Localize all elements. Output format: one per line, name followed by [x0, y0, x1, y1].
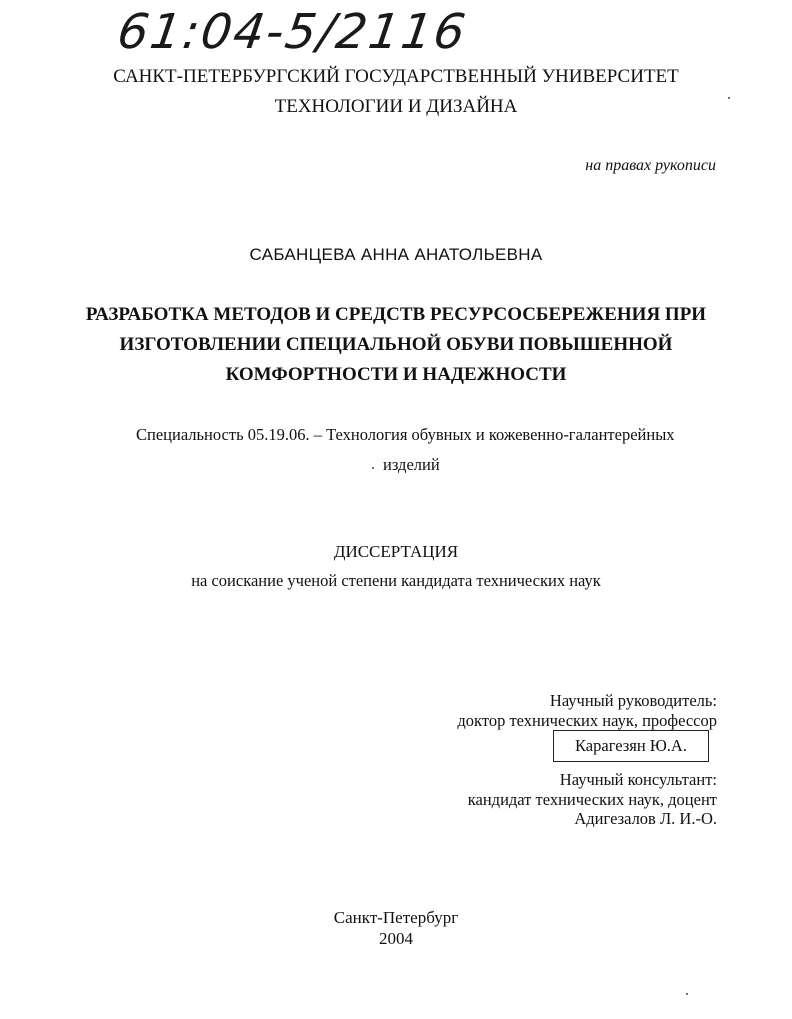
supervisor-name-box: Карагезян Ю.А.: [553, 730, 709, 762]
consultant-credentials: кандидат технических наук, доцент: [467, 790, 717, 809]
consultant-name: Адигезалов Л. И.-О.: [574, 809, 717, 828]
scan-speck: [686, 993, 688, 995]
title-line3: КОМФОРТНОСТИ И НАДЕЖНОСТИ: [225, 364, 567, 385]
title-line1: РАЗРАБОТКА МЕТОДОВ И СРЕДСТВ РЕСУРСОСБЕРЕЖЕНИЯ ПРИ: [85, 304, 707, 325]
document-type: ДИССЕРТАЦИЯ: [333, 542, 459, 561]
specialty-line1: Специальность 05.19.06. – Технология обувных и кожевенно-галантерейных: [136, 425, 675, 444]
university-name-line1: САНКТ-ПЕТЕРБУРГСКИЙ ГОСУДАРСТВЕННЫЙ УНИВЕРСИТЕТ: [113, 66, 679, 87]
scan-speck: [372, 467, 374, 469]
dissertation-title: [0, 300, 792, 390]
title-line2: ИЗГОТОВЛЕНИИ СПЕЦИАЛЬНОЙ ОБУВИ ПОВЫШЕННОЙ: [119, 334, 673, 355]
handwritten-catalog-code: 61:04-5/2116: [114, 4, 471, 60]
consultant-role: Научный консультант:: [559, 770, 717, 789]
year: 2004: [379, 929, 413, 948]
university-name-line2: ТЕХНОЛОГИИ И ДИЗАЙНА: [274, 96, 518, 117]
supervisor-credentials: доктор технических наук, профессор: [457, 711, 717, 730]
manuscript-note: на правах рукописи: [585, 157, 716, 174]
scan-speck: [728, 97, 730, 99]
degree-line: на соискание ученой степени кандидата технических наук: [191, 571, 601, 590]
city: Санкт-Петербург: [333, 908, 459, 927]
specialty-line2: изделий: [383, 455, 440, 474]
author-name: САБАНЦЕВА АННА АНАТОЛЬЕВНА: [249, 245, 543, 264]
supervisor-role: Научный руководитель:: [549, 691, 717, 710]
